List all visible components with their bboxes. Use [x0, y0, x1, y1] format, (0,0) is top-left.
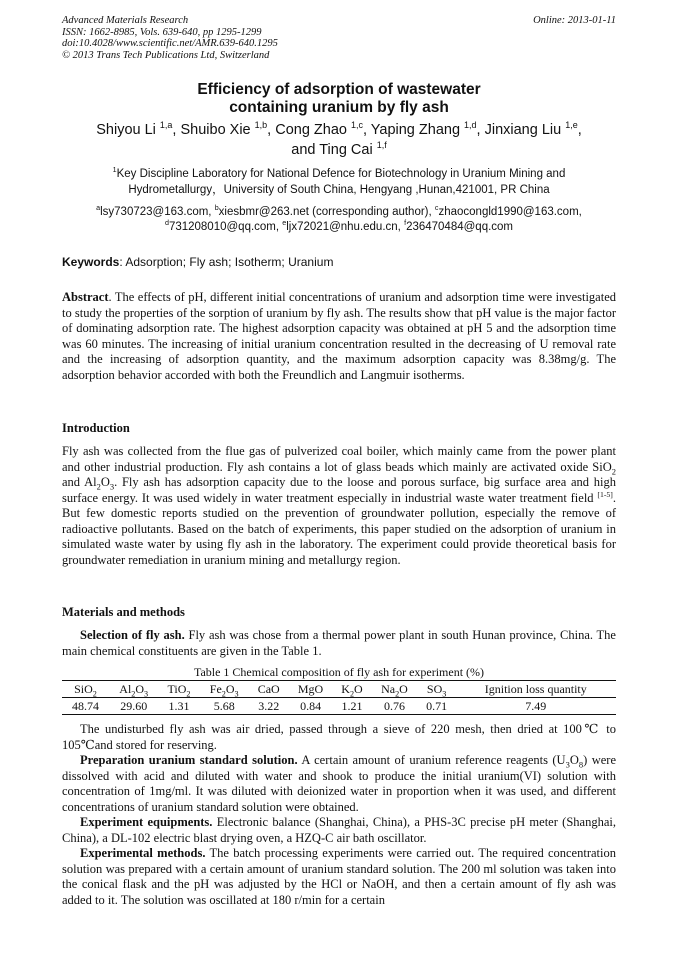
- author: Cong Zhao $^{1,c}$,: [275, 120, 371, 138]
- email-c: zhaocongld1990@163.com,: [438, 206, 582, 218]
- drying-paragraph: The undisturbed fly ash was air dried, passed through a sieve of 220 mesh, then dried at 100℃ to 105℃and stored for reserving.: [62, 722, 616, 752]
- email-b: xiesbmr@263.net (corresponding author),: [218, 206, 435, 218]
- table-cell: 0.76: [371, 698, 418, 715]
- section-heading-introduction: Introduction: [62, 421, 130, 435]
- chemical-composition-table: [62, 680, 616, 715]
- keywords-text: : Adsorption; Fly ash; Isotherm; Uranium: [119, 255, 334, 269]
- running-header: [62, 15, 616, 61]
- abstract-label: Abstract: [62, 290, 109, 304]
- author: Jinxiang Liu $^{1,e}$,: [484, 120, 582, 138]
- table-cell: 29.60: [109, 698, 159, 715]
- affiliation-line-2: Hydrometallurgy，University of South China, Hengyang ,Hunan,421001, PR China: [128, 184, 550, 196]
- table-header-cell: Ignition loss quantity: [456, 681, 616, 698]
- keywords: [62, 255, 616, 270]
- table-header-cell: MgO: [288, 681, 332, 698]
- selection-paragraph: Selection of fly ash. Fly ash was chose from a thermal power plant in south Hunan province, China. The main chemical constituents are given in the Table 1.: [62, 628, 616, 658]
- online-date: Online: 2013-01-11: [533, 15, 616, 26]
- table-header-cell: CaO: [249, 681, 288, 698]
- table-cell: 48.74: [62, 698, 109, 715]
- table-header-cell: $Fe_2O_3$: [199, 681, 249, 698]
- table-header-cell: $SO_3$: [418, 681, 456, 698]
- table-header-cell: $Na_2O$: [371, 681, 418, 698]
- table-cell: 0.71: [418, 698, 456, 715]
- email-f: 236470484@qq.com: [406, 221, 514, 233]
- email-a: lsy730723@163.com,: [100, 206, 215, 218]
- abstract: [62, 290, 616, 383]
- author: and Ting Cai $^{1,f}$: [291, 139, 387, 158]
- table-header-cell: SiO$_2$: [62, 681, 109, 698]
- keywords-label: Keywords: [62, 255, 120, 269]
- affiliation: [80, 166, 598, 198]
- table-row: [62, 698, 616, 715]
- author: Shiyou Li $^{1,a}$,: [96, 120, 181, 138]
- title-line-2: containing uranium by fly ash: [229, 99, 449, 116]
- table-cell: 1.31: [159, 698, 200, 715]
- table-cell: 1.21: [333, 698, 371, 715]
- table-cell: 3.22: [249, 698, 288, 715]
- citation: [1-5]: [597, 489, 613, 499]
- experimental-methods-paragraph: Experimental methods. The batch processing experiments were carried out. The required concentration solution was prepared with a certain amount of uranium standard solution. The 200 ml solution was taken into the conical flask and the pH was adjusted by the HCl or NaOH, and then a certain amount of fly ash was added to it. The solution was oscillated at 180 r/min for a certain: [62, 846, 616, 907]
- affiliation-line-1: $^1$Key Discipline Laboratory for National Defence for Biotechnology in Uranium Mining and: [112, 166, 566, 180]
- email-list: $^a$lsy730723@163.com, $^b$xiesbmr@263.net (corresponding author), $^c$zhaocongld1990@163.com, $^d$731208010@qq.com, $^e$ljx72021@nhu.edu.cn, $^f$236470484@qq.com: [96, 204, 582, 233]
- table-cell: 7.49: [456, 698, 616, 715]
- journal-name: Advanced Materials Research: [62, 15, 189, 26]
- paper-title: [62, 81, 616, 117]
- table-cell: 5.68: [199, 698, 249, 715]
- table-caption: Table 1 Chemical composition of fly ash for experiment (%): [193, 665, 485, 679]
- issn-line: ISSN: 1662-8985, Vols. 639-640, pp 1295-1299: [62, 26, 262, 38]
- copyright-line: © 2013 Trans Tech Publications Ltd, Switzerland: [62, 49, 270, 61]
- author: Yaping Zhang $^{1,d}$,: [370, 120, 485, 138]
- title-line-1: Efficiency of adsorption of wastewater: [197, 81, 481, 98]
- table-header-cell: TiO$_2$: [159, 681, 200, 698]
- table-header-cell: $Al_2O_3$: [109, 681, 159, 698]
- email-e: ljx72021@nhu.edu.cn,: [286, 221, 405, 233]
- section-heading-methods: Materials and methods: [62, 605, 185, 619]
- preparation-paragraph: Preparation uranium standard solution. A certain amount of uranium reference reagents $(U_3O_8)$ were dissolved with acid and diluted with water and shook to produce the initial uranium(VI) solution with concentration of 1mg/ml. It was diluted with deionized water in proportion when it was used, and different concentrations of uranium standard solution were obtained.: [62, 753, 616, 814]
- table-header-cell: $K_2O$: [333, 681, 371, 698]
- author: Shuibo Xie $^{1,b}$,: [180, 120, 276, 138]
- author-list: [62, 121, 616, 160]
- email-d: 731208010@qq.com,: [168, 221, 283, 233]
- abstract-text: . The effects of pH, different initial concentrations of uranium and adsorption time were investigated to study the properties of the sorption of uranium by fly ash. The results show that pH value is the major factor of dominating adsorption rate. The highest adsorption capacity was obtained at pH 5 and the adsorption time was 60 minutes. The increasing of initial uranium concentration resulted in the decreasing of U removal rate and the increasing of adsorption quantity, and the maximum adsorption capacity was 8.38mg/g. The adsorption behavior accorded with both the Freundlich and Langmuir isotherms.: [62, 290, 616, 382]
- table-header-row: [62, 681, 616, 698]
- table-cell: 0.84: [288, 698, 332, 715]
- equipment-paragraph: Experiment equipments. Electronic balance (Shanghai, China), a PHS-3C precise pH meter (Shanghai, China), a DL-102 electric blast drying oven, a HZQ-C air bath oscillator.: [62, 815, 616, 845]
- doi-line: doi:10.4028/www.scientific.net/AMR.639-640.1295: [62, 38, 278, 49]
- introduction-paragraph: Fly ash was collected from the flue gas of pulverized coal boiler, which mainly came from the power plant and other industrial production. Fly ash contains a lot of glass beads which mainly are activated oxide SiO$_2$ and $Al_2O_3$. Fly ash has adsorption capacity due to the loose and porous surface, big surface area and high surface energy. It was used widely in water treatment especially in industrial waste water treatment field [1-5]. But few domestic reports studied on the prevention of groundwater pollution, especially the remove of radioactive pollutants. Based on the batch of experiments, this paper studied on the adsorption of uranium in simulated waste water by using fly ash in the laboratory. The experiment could provide theoretical basis for groundwater remediation in uranium mining and metallurgy region.: [62, 444, 616, 567]
